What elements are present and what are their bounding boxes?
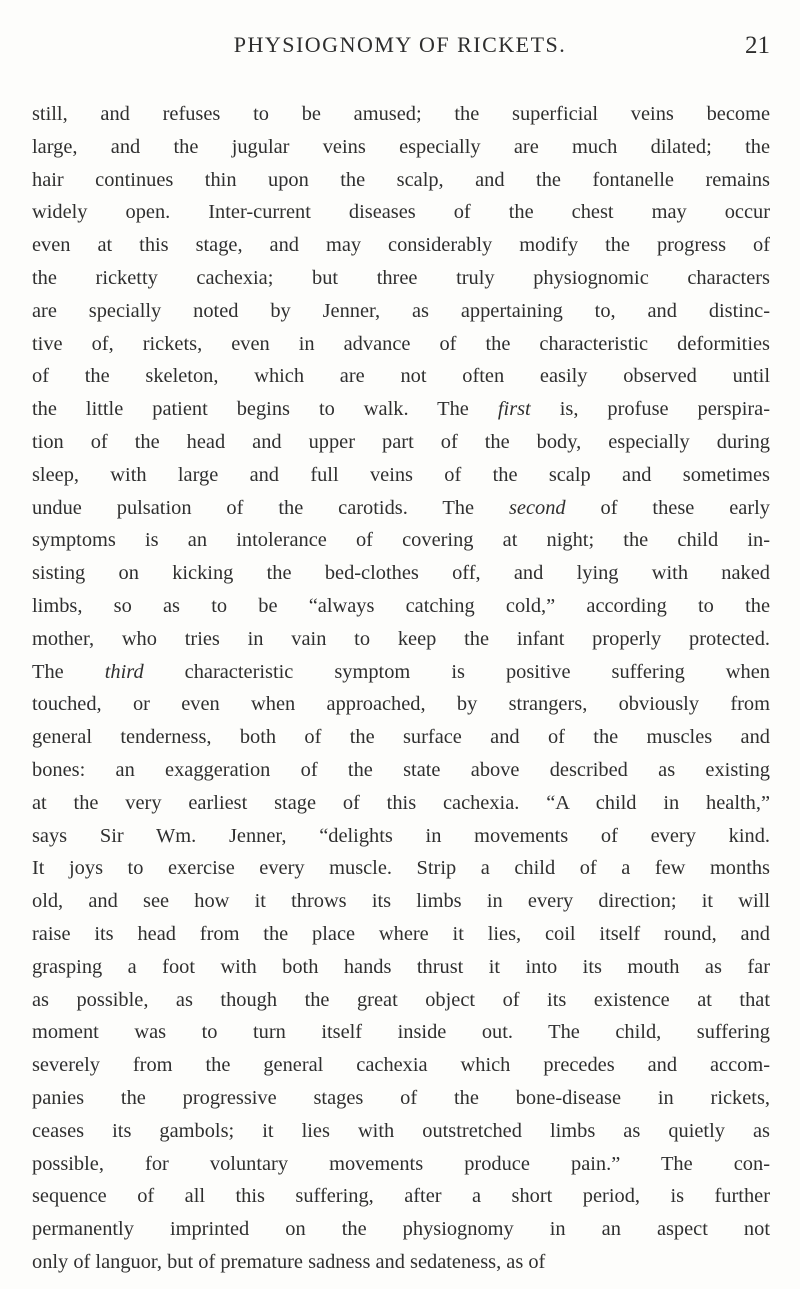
text-line: hair continues thin upon the scalp, and the fontanelle remains xyxy=(32,168,770,191)
text-line: bones: an exaggeration of the state above described as existing xyxy=(32,758,770,781)
text-line: widely open. Inter-current diseases of the chest may occur xyxy=(32,201,770,224)
text-line: tive of, rickets, even in advance of the characteristic deformities xyxy=(32,332,770,355)
text-line: raise its head from the place where it lies, coil itself round, and xyxy=(32,922,770,945)
text-line: permanently imprinted on the physiognomy in an aspect not xyxy=(32,1218,770,1241)
text-line: general tenderness, both of the surface and of the muscles and xyxy=(32,726,770,749)
text-line: symptoms is an intolerance of covering at night; the child in- xyxy=(32,529,770,552)
text-line: undue pulsation of the carotids. The second of these early xyxy=(32,496,770,519)
text-line: the ricketty cachexia; but three truly physiognomic characters xyxy=(32,266,770,289)
text-line: The third characteristic symptom is positive suffering when xyxy=(32,660,770,683)
text-line: still, and refuses to be amused; the superficial veins become xyxy=(32,103,770,125)
page-header xyxy=(30,30,770,70)
running-title: PHYSIOGNOMY OF RICKETS. xyxy=(233,32,567,57)
text-line: sequence of all this suffering, after a short period, is further xyxy=(32,1185,770,1208)
text-line: old, and see how it throws its limbs in every direction; it will xyxy=(32,890,770,913)
text-line: limbs, so as to be “always catching cold,” according to the xyxy=(32,594,770,617)
text-line: moment was to turn itself inside out. The child, suffering xyxy=(32,1021,770,1044)
text-line: as possible, as though the great object of its existence at that xyxy=(32,988,770,1011)
text-line: are specially noted by Jenner, as appertaining to, and distinc- xyxy=(32,299,770,322)
text-line: at the very earliest stage of this cachexia. “A child in health,” xyxy=(32,791,770,814)
italic-emphasis: second xyxy=(508,496,566,519)
text-line: large, and the jugular veins especially are much dilated; the xyxy=(32,135,770,158)
text-line: severely from the general cachexia which precedes and accom- xyxy=(32,1054,770,1077)
text-line: tion of the head and upper part of the body, especially during xyxy=(32,430,770,453)
text-line: possible, for voluntary movements produce pain.” The con- xyxy=(32,1152,770,1175)
body-text xyxy=(32,98,770,1279)
text-line: the little patient begins to walk. The first is, profuse perspira- xyxy=(32,398,770,421)
text-line: even at this stage, and may considerably modify the progress of xyxy=(32,234,770,257)
italic-emphasis: third xyxy=(104,660,144,683)
text-line: grasping a foot with both hands thrust it into its mouth as far xyxy=(32,955,770,978)
page-number: 21 xyxy=(745,32,770,59)
text-line: ceases its gambols; it lies with outstretched limbs as quietly as xyxy=(32,1119,770,1142)
text-line: sisting on kicking the bed-clothes off, and lying with naked xyxy=(32,562,770,585)
text-line: of the skeleton, which are not often easily observed until xyxy=(32,365,770,388)
text-line: sleep, with large and full veins of the scalp and sometimes xyxy=(32,463,770,486)
text-line: It joys to exercise every muscle. Strip a child of a few months xyxy=(32,857,770,880)
text-line: mother, who tries in vain to keep the infant properly protected. xyxy=(32,627,770,650)
text-line: only of languor, but of premature sadness and sedateness, as of xyxy=(32,1250,546,1273)
text-line: panies the progressive stages of the bone-disease in rickets, xyxy=(32,1086,770,1109)
text-line: says Sir Wm. Jenner, “delights in movements of every kind. xyxy=(32,824,770,847)
text-line: touched, or even when approached, by strangers, obviously from xyxy=(32,693,770,716)
italic-emphasis: first xyxy=(497,398,531,421)
